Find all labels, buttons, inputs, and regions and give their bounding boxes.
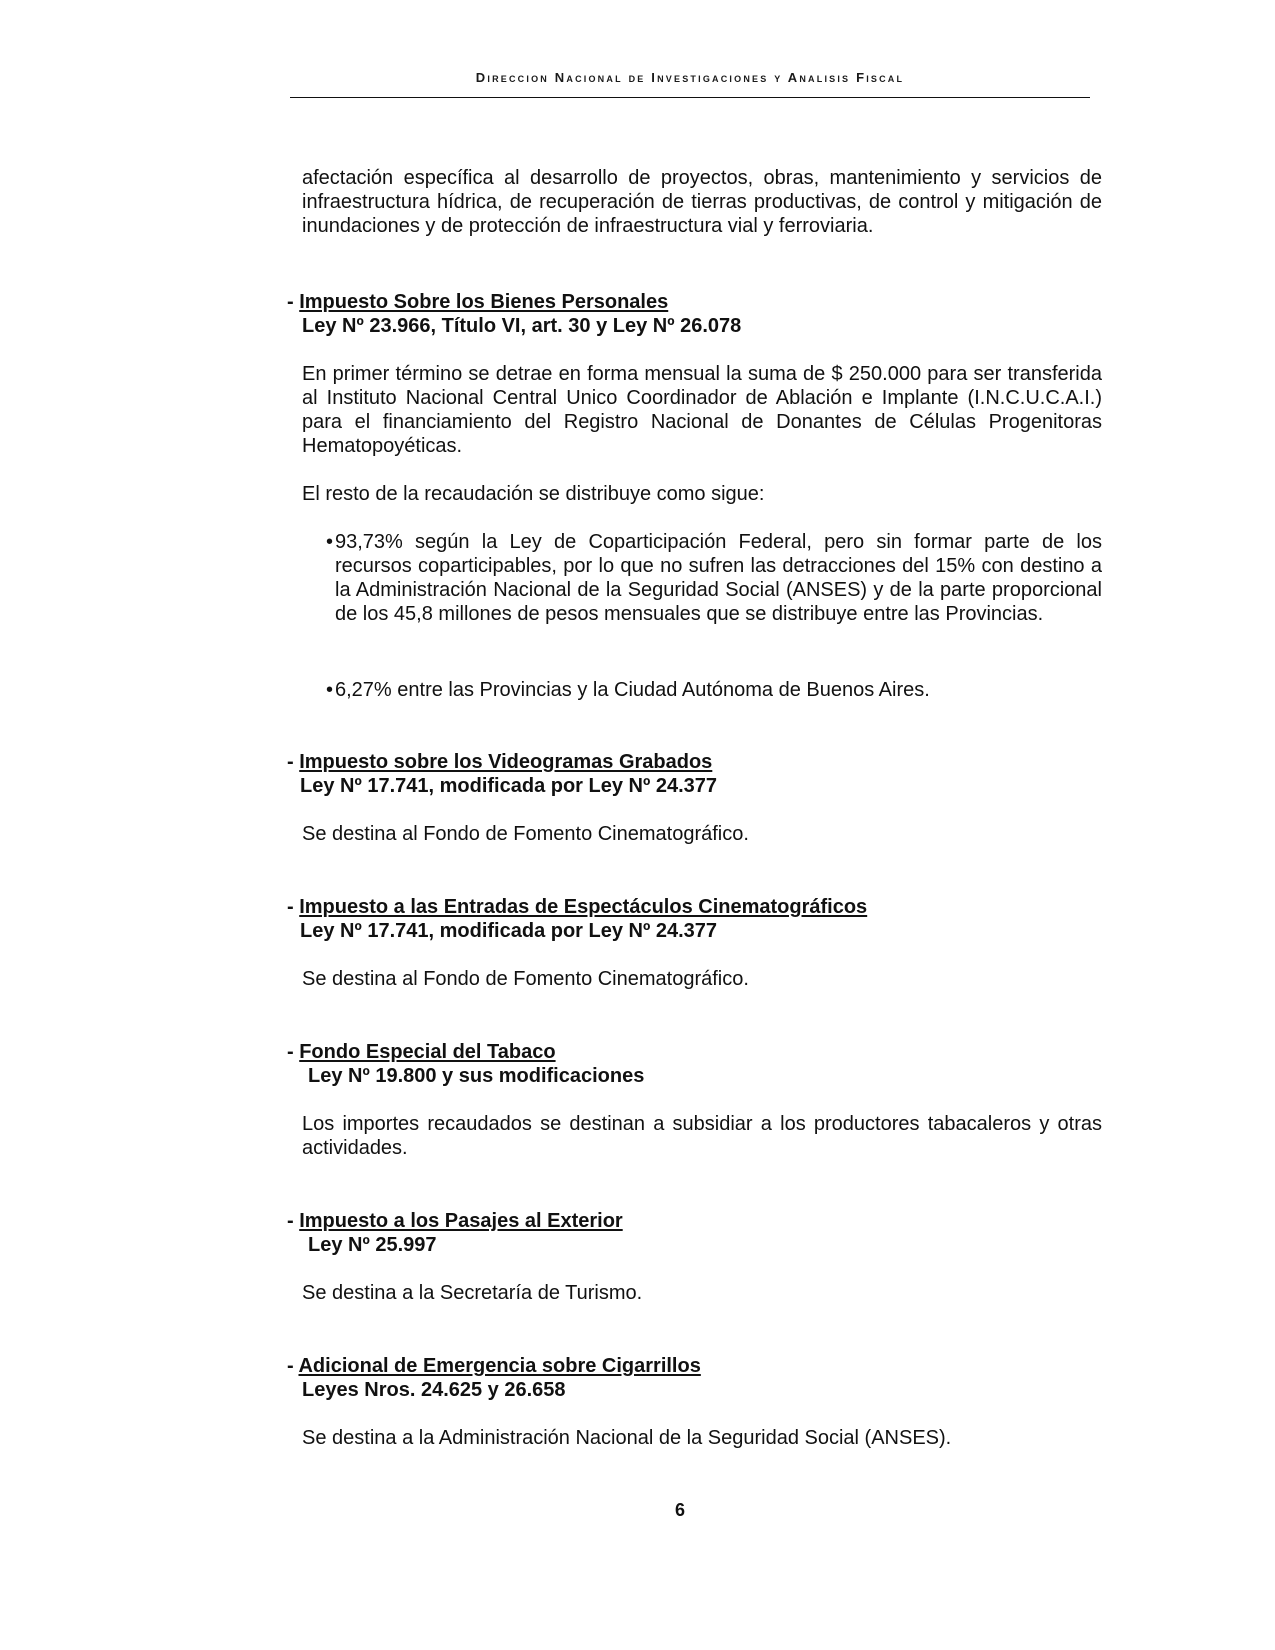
header-rule [290,97,1090,98]
section-dash: - [287,896,300,918]
law-reference-cigarrillos: Leyes Nros. 24.625 y 26.658 [302,1379,566,1401]
page-number: 6 [674,1500,685,1520]
paragraph-espectaculos: Se destina al Fondo de Fomento Cinematográfico. [302,968,749,990]
law-reference-bienes-personales: Ley Nº 23.966, Título VI, art. 30 y Ley Nº 26.078 [302,315,742,337]
section-title-bienes-personales [287,290,668,314]
section-dash: - [287,1041,300,1063]
section-title-text: Impuesto a las Entradas de Espectáculos Cinematográficos [299,896,868,918]
law-reference-videogramas: Ley Nº 17.741, modificada por Ley Nº 24.377 [300,775,718,797]
law-reference-espectaculos: Ley Nº 17.741, modificada por Ley Nº 24.377 [300,920,718,942]
bullet-item-provincias: 6,27% entre las Provincias y la Ciudad Autónoma de Buenos Aires. [335,679,930,701]
bullet-mark: • [326,531,334,553]
bullet-mark: • [326,679,334,701]
section-title-text: Fondo Especial del Tabaco [299,1041,556,1063]
paragraph-videogramas: Se destina al Fondo de Fomento Cinematográfico. [302,823,749,845]
law-reference-tabaco: Ley Nº 19.800 y sus modificaciones [308,1065,645,1087]
section-dash: - [287,751,300,773]
section-title-text: Impuesto Sobre los Bienes Personales [299,291,669,313]
paragraph-bienes-personales-1: En primer término se detrae en forma mensual la suma de $ 250.000 para ser transferida al Instituto Nacional Central Unico Coordinador de Ablación e Implante (I.N.C.U.C.A.I.) para el financiamiento del Registro Nacional de Donantes de Células Progenitoras Hematopoyéticas. [302,363,1102,457]
section-title-text: Impuesto a los Pasajes al Exterior [299,1210,623,1232]
section-title-tabaco [287,1040,556,1064]
intro-paragraph: afectación específica al desarrollo de proyectos, obras, mantenimiento y servicios de infraestructura hídrica, de recuperación de tierras productivas, de control y mitigación de inundaciones y de protección de infraestructura vial y ferroviaria. [302,167,1102,237]
section-title-text: Adicional de Emergencia sobre Cigarrillos [298,1355,701,1377]
section-title-videogramas [287,750,712,774]
section-dash: - [287,1355,299,1377]
section-title-cigarrillos [287,1354,701,1378]
section-dash: - [287,291,300,313]
section-title-text: Impuesto sobre los Videogramas Grabados [299,751,713,773]
paragraph-pasajes: Se destina a la Secretaría de Turismo. [302,1282,643,1304]
paragraph-bienes-personales-2: El resto de la recaudación se distribuye como sigue: [302,483,765,505]
page-header: Direccion Nacional de Investigaciones y Analisis Fiscal [475,70,905,85]
section-title-pasajes [287,1209,623,1233]
paragraph-tabaco: Los importes recaudados se destinan a subsidiar a los productores tabacaleros y otras actividades. [302,1113,1102,1159]
bullet-item-coparticipacion: 93,73% según la Ley de Coparticipación Federal, pero sin formar parte de los recursos coparticipables, por lo que no sufren las detracciones del 15% con destino a la Administración Nacional de la Seguridad Social (ANSES) y de la parte proporcional de los 45,8 millones de pesos mensuales que se distribuye entre las Provincias. [335,531,1102,625]
section-dash: - [287,1210,300,1232]
paragraph-cigarrillos: Se destina a la Administración Nacional de la Seguridad Social (ANSES). [302,1427,952,1449]
law-reference-pasajes: Ley Nº 25.997 [308,1234,437,1256]
section-title-espectaculos [287,895,867,919]
